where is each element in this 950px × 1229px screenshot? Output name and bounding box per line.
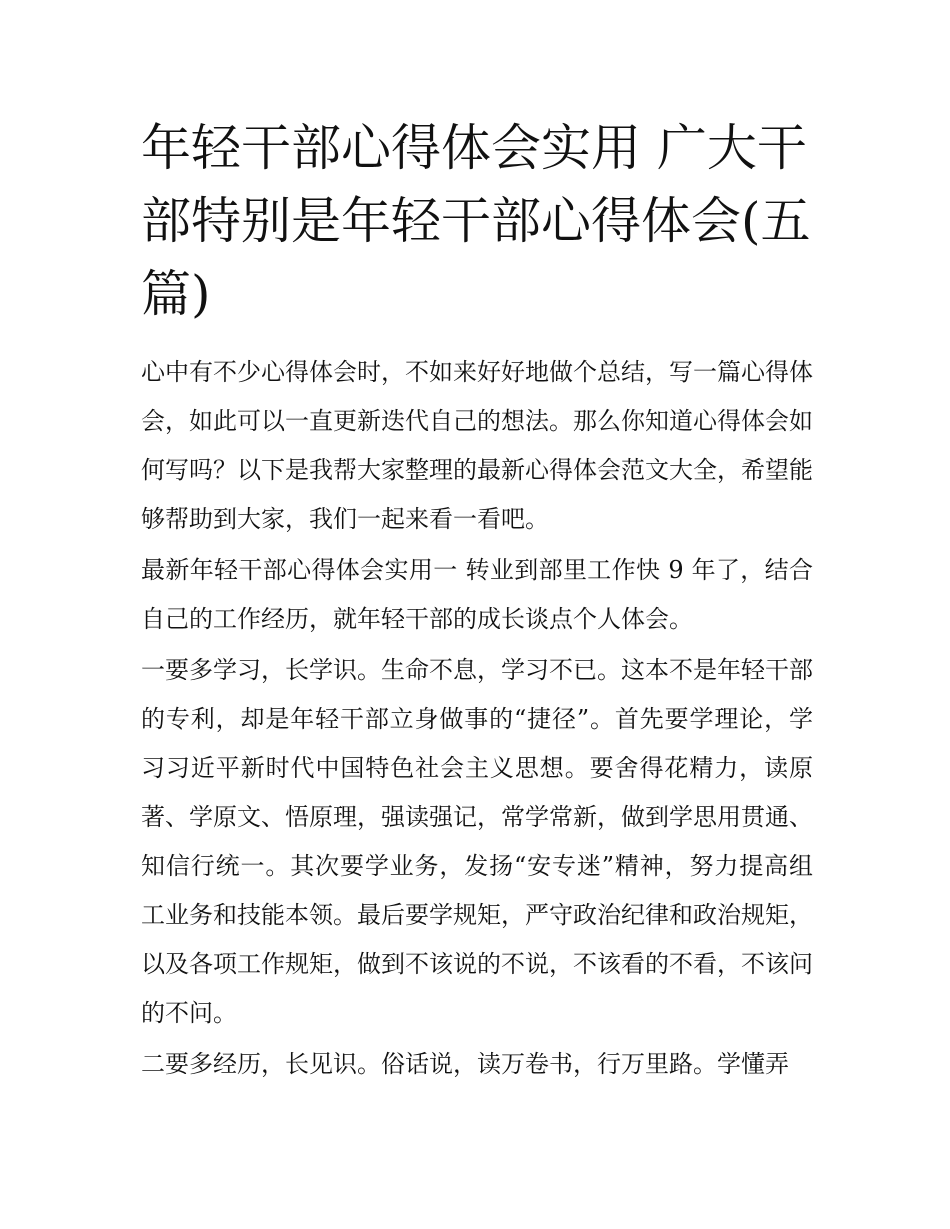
paragraph-learning: 一要多学习，长学识。生命不息，学习不已。这本不是年轻干部的专利，却是年轻干部立身做事的“捷径”。首先要学理论，学习习近平新时代中国特色社会主义思想。要舍得花精力，读原著、学原文、悟原理，强读强记，常学常新，做到学思用贯通、知信行统一。其次要学业务，发扬“安专迷”精神，努力提高组工业务和技能本领。最后要学规矩，严守政治纪律和政治规矩，以及各项工作规矩，做到不该说的不说，不该看的不看，不该问的不问。 bbox=[141, 656, 813, 1027]
paragraph-experience: 最新年轻干部心得体会实用一 转业到部里工作快 9 年了，结合自己的工作经历，就年轻干部的成长谈点个人体会。 bbox=[141, 556, 813, 633]
document-body bbox=[141, 348, 813, 1089]
paragraph-experience-knowledge: 二要多经历，长见识。俗话说，读万卷书，行万里路。学懂弄 bbox=[141, 1050, 789, 1078]
document-page bbox=[141, 112, 813, 1091]
paragraph-intro: 心中有不少心得体会时，不如来好好地做个总结，写一篇心得体会，如此可以一直更新迭代自己的想法。那么你知道心得体会如何写吗？以下是我帮大家整理的最新心得体会范文大全，希望能够帮助到大家，我们一起来看一看吧。 bbox=[141, 358, 813, 533]
document-title: 年轻干部心得体会实用 广大干部特别是年轻干部心得体会(五篇) bbox=[141, 119, 811, 323]
